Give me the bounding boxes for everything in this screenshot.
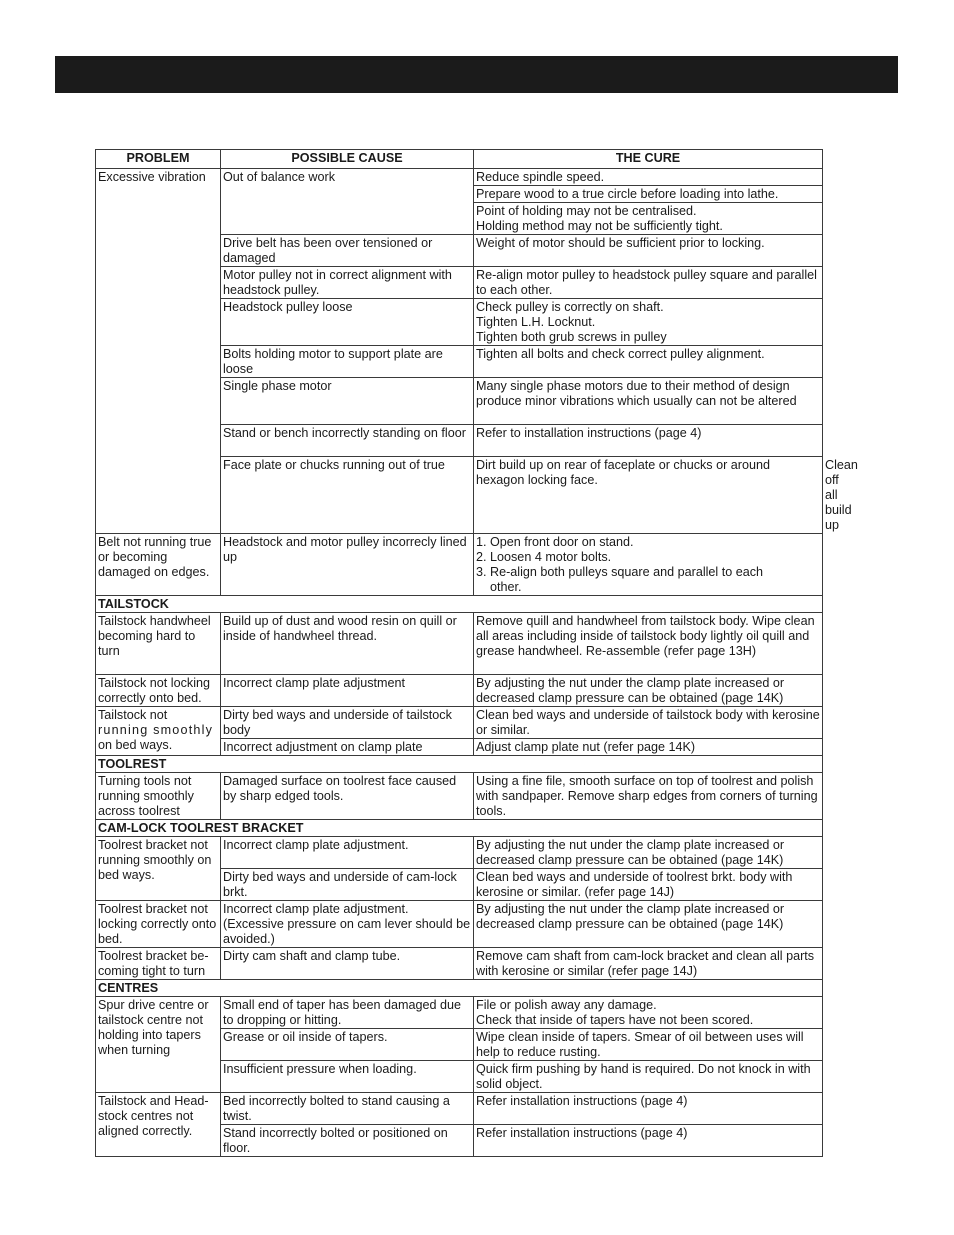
cure-cell [474, 203, 823, 235]
table-row [96, 707, 823, 739]
cause-cell: Incorrect adjustment on clamp plate [221, 739, 474, 756]
cure-line: Point of holding may not be centralised. [476, 204, 697, 218]
cure-cell: Wipe clean inside of tapers. Smear of oil between uses will help to reduce rusting. [474, 1029, 823, 1061]
problem-line: running smoothly [98, 723, 214, 737]
cure-cell: Clean bed ways and underside of tailstock body with kerosine or similar. [474, 707, 823, 739]
cure-cell: Reduce spindle speed. [474, 169, 823, 186]
cause-cell: Dirt build up on rear of faceplate or chucks or around hexagon locking face. [474, 457, 823, 534]
troubleshooting-table [95, 149, 858, 1157]
cure-cell: Many single phase motors due to their method of design produce minor vibrations which usually can not be altered [474, 378, 823, 425]
cure-line: Tighten L.H. Locknut. [476, 315, 596, 329]
section-row [96, 756, 823, 773]
problem-cell: Toolrest bracket not running smoothly on bed ways. [96, 837, 221, 901]
table-row [96, 534, 823, 596]
table-row [96, 675, 823, 707]
cause-cell: Out of balance work [221, 169, 474, 235]
table-row [96, 997, 823, 1029]
cause-cell: Build up of dust and wood resin on quill or inside of handwheel thread. [221, 613, 474, 675]
cause-cell: Incorrect clamp plate adjustment. [221, 837, 474, 869]
cure-line: File or polish away any damage. [476, 998, 657, 1012]
cause-cell: Stand or bench incorrectly standing on floor [221, 425, 474, 457]
cure-cell: Adjust clamp plate nut (refer page 14K) [474, 739, 823, 756]
section-row [96, 820, 823, 837]
cause-cell: Grease or oil inside of tapers. [221, 1029, 474, 1061]
header-bar [55, 56, 898, 93]
table-row [96, 1093, 823, 1125]
cause-cell: Headstock and motor pulley incorrecly lined up [221, 534, 474, 596]
problem-cell: Tailstock not locking correctly onto bed. [96, 675, 221, 707]
cause-cell: Small end of taper has been damaged due to dropping or hitting. [221, 997, 474, 1029]
cure-cell: Refer to installation instructions (page 4) [474, 425, 823, 457]
cure-cell [474, 997, 823, 1029]
cure-cell: Re-align motor pulley to headstock pulley square and parallel to each other. [474, 267, 823, 299]
cure-cell: Prepare wood to a true circle before loading into lathe. [474, 186, 823, 203]
cure-cell [474, 299, 823, 346]
cure-cell: Remove cam shaft from cam-lock bracket and clean all parts with kerosine or similar (refer page 14J) [474, 948, 823, 980]
cure-line: 2. Loosen 4 motor bolts. [476, 550, 612, 564]
cause-cell: Headstock pulley loose [221, 299, 474, 346]
problem-cell: Face plate or chucks running out of true [221, 457, 474, 534]
problem-line: on bed ways. [98, 738, 173, 752]
problem-cell: Spur drive centre or tailstock centre not holding into tapers when turning [96, 997, 221, 1093]
cure-line: Check that inside of tapers have not been scored. [476, 1013, 754, 1027]
table-header-row [96, 150, 823, 169]
problem-cell: Excessive vibration [96, 169, 221, 534]
cause-cell: Insufficient pressure when loading. [221, 1061, 474, 1093]
header-the-cure: THE CURE [474, 150, 823, 169]
cause-cell: Bolts holding motor to support plate are loose [221, 346, 474, 378]
cure-cell: Using a fine file, smooth surface on top of toolrest and polish with sandpaper. Remove sharp edges from corners of turning tools. [474, 773, 823, 820]
table-row [96, 613, 823, 675]
cure-line: other. [490, 580, 522, 594]
cause-cell: Dirty cam shaft and clamp tube. [221, 948, 474, 980]
section-row [96, 980, 823, 997]
table-row [96, 901, 823, 948]
problem-cell: Tailstock and Head-stock centres not aligned correctly. [96, 1093, 221, 1157]
cure-cell: By adjusting the nut under the clamp plate increased or decreased clamp pressure can be obtained (page 14K) [474, 901, 823, 948]
cure-cell: Refer installation instructions (page 4) [474, 1093, 823, 1125]
cure-cell: Tighten all bolts and check correct pulley alignment. [474, 346, 823, 378]
table-row [96, 948, 823, 980]
cause-cell: Stand incorrectly bolted or positioned on floor. [221, 1125, 474, 1157]
cure-cell: By adjusting the nut under the clamp plate increased or decreased clamp pressure can be obtained (page 14K) [474, 837, 823, 869]
problem-line: Tailstock not [98, 708, 168, 722]
cure-cell: Weight of motor should be sufficient prior to locking. [474, 235, 823, 267]
section-row [96, 596, 823, 613]
section-heading-toolrest: TOOLREST [96, 756, 823, 773]
cause-cell: Drive belt has been over tensioned or damaged [221, 235, 474, 267]
problem-cell: Toolrest bracket not locking correctly onto bed. [96, 901, 221, 948]
table-row [96, 169, 823, 186]
section-heading-centres: CENTRES [96, 980, 823, 997]
cure-cell: Quick firm pushing by hand is required. Do not knock in with solid object. [474, 1061, 823, 1093]
cure-cell: By adjusting the nut under the clamp plate increased or decreased clamp pressure can be obtained (page 14K) [474, 675, 823, 707]
table-row: Face plate or chucks running out of true Dirt build up on rear of faceplate or chucks or around hexagon locking face. Clean off all build up [96, 457, 823, 534]
cause-cell: Damaged surface on toolrest face caused by sharp edged tools. [221, 773, 474, 820]
cause-cell: Motor pulley not in correct alignment with headstock pulley. [221, 267, 474, 299]
header-possible-cause: POSSIBLE CAUSE [221, 150, 474, 169]
section-heading-cam-lock: CAM-LOCK TOOLREST BRACKET [96, 820, 823, 837]
cause-cell: Bed incorrectly bolted to stand causing a twist. [221, 1093, 474, 1125]
cure-cell: Refer installation instructions (page 4) [474, 1125, 823, 1157]
cause-cell: Incorrect clamp plate adjustment. (Excessive pressure on cam lever should be avoided.) [221, 901, 474, 948]
cure-cell [474, 534, 823, 596]
table-row [96, 773, 823, 820]
cure-cell: Clean bed ways and underside of toolrest brkt. body with kerosine or similar. (refer page 14J) [474, 869, 823, 901]
cure-line: 3. Re-align both pulleys square and parallel to each [476, 565, 764, 579]
cause-cell: Single phase motor [221, 378, 474, 425]
problem-cell: Turning tools not running smoothly across toolrest [96, 773, 221, 820]
cause-cell: Dirty bed ways and underside of cam-lock brkt. [221, 869, 474, 901]
section-heading-tailstock: TAILSTOCK [96, 596, 823, 613]
cure-line: Check pulley is correctly on shaft. [476, 300, 664, 314]
problem-cell [96, 707, 221, 756]
cure-line: Holding method may not be sufficiently tight. [476, 219, 723, 233]
cause-cell: Incorrect clamp plate adjustment [221, 675, 474, 707]
table-row [96, 837, 823, 869]
cause-cell: Dirty bed ways and underside of tailstock body [221, 707, 474, 739]
problem-cell: Toolrest bracket be-coming tight to turn [96, 948, 221, 980]
cure-line: 1. Open front door on stand. [476, 535, 634, 549]
cure-line: Tighten both grub screws in pulley [476, 330, 667, 344]
header-problem: PROBLEM [96, 150, 221, 169]
cure-cell: Remove quill and handwheel from tailstock body. Wipe clean all areas including inside of tailstock body lightly oil quill and grease handwheel. Re-assemble (refer page 13H) [474, 613, 823, 675]
problem-cell: Tailstock handwheel becoming hard to turn [96, 613, 221, 675]
problem-cell: Belt not running true or becoming damaged on edges. [96, 534, 221, 596]
